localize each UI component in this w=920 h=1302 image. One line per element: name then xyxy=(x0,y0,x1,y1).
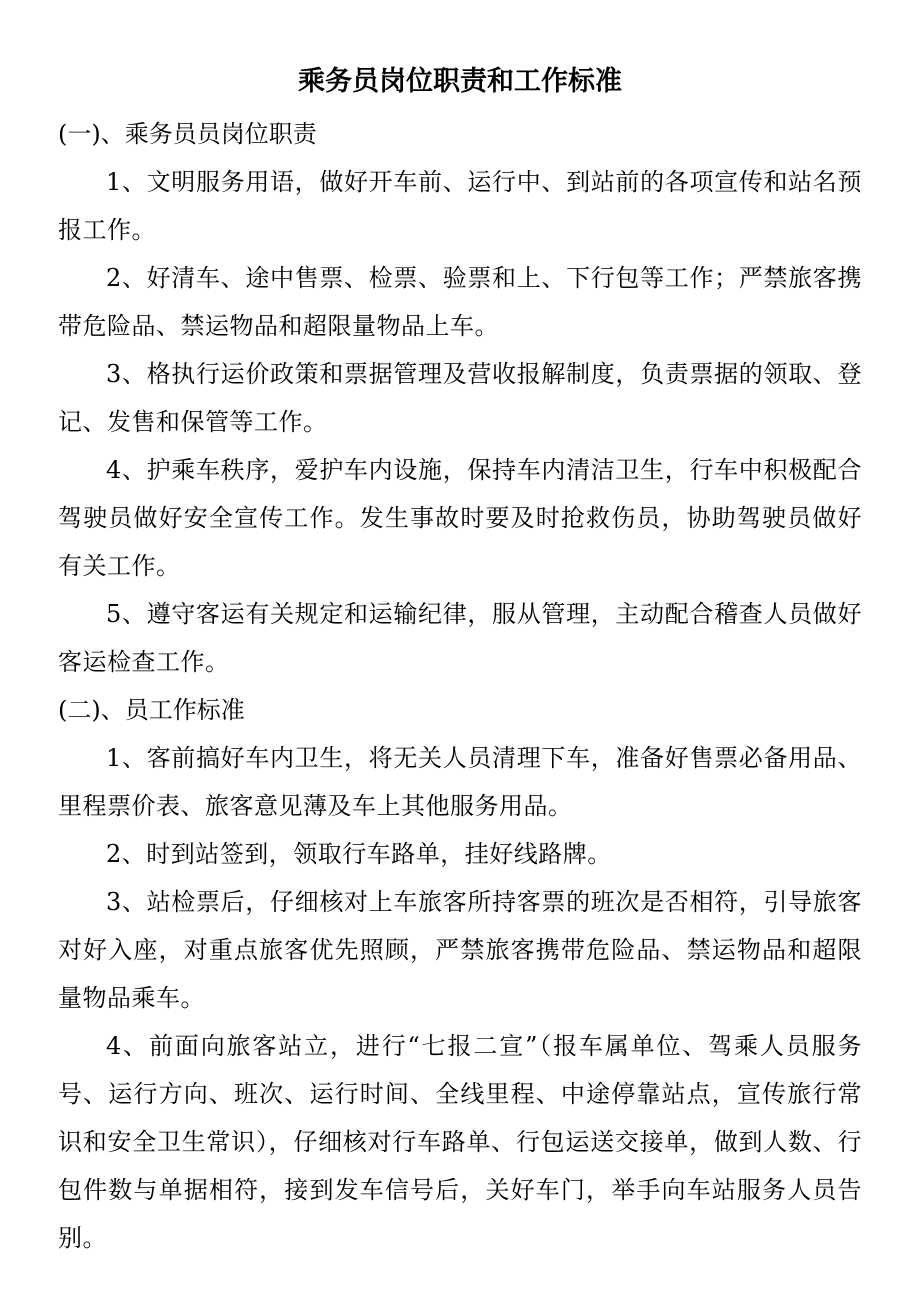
document-title: 乘务员岗位职责和工作标准 xyxy=(298,66,622,97)
duty-paragraph-2: 2、好清车、途中售票、检票、验票和上、下行包等工作；严禁旅客携带危险品、禁运物品和超限量物品上车。 xyxy=(58,264,862,340)
duty-paragraph-1: 1、文明服务用语，做好开车前、运行中、到站前的各项宣传和站名预报工作。 xyxy=(58,168,862,244)
duty-paragraph-5: 5、遵守客运有关规定和运输纪律，服从管理，主动配合稽查人员做好客运检查工作。 xyxy=(58,600,862,676)
standard-paragraph-4: 4、前面向旅客站立，进行“七报二宣”（报车属单位、驾乘人员服务号、运行方向、班次、运行时间、全线里程、中途停靠站点，宣传旅行常识和安全卫生常识），仔细核对行车路单、行包运送交接单，做到人数、行包件数与单据相符，接到发车信号后，关好车门，举手向车站服务人员告别。 xyxy=(58,1032,862,1252)
standard-paragraph-3: 3、站检票后，仔细核对上车旅客所持客票的班次是否相符，引导旅客对好入座，对重点旅客优先照顾，严禁旅客携带危险品、禁运物品和超限量物品乘车。 xyxy=(58,888,862,1012)
duty-paragraph-3: 3、格执行运价政策和票据管理及营收报解制度，负责票据的领取、登记、发售和保管等工作。 xyxy=(58,360,862,436)
duty-paragraph-4: 4、护乘车秩序，爱护车内设施，保持车内清洁卫生，行车中积极配合驾驶员做好安全宣传工作。发生事故时要及时抢救伤员，协助驾驶员做好有关工作。 xyxy=(58,456,862,580)
section-heading-duties: (一)、乘务员员岗位职责 xyxy=(58,120,317,148)
standard-paragraph-1: 1、客前搞好车内卫生，将无关人员清理下车，准备好售票必备用品、里程票价表、旅客意见薄及车上其他服务用品。 xyxy=(58,744,862,820)
standard-paragraph-2: 2、时到站签到，领取行车路单，挂好线路牌。 xyxy=(106,840,612,868)
section-heading-standards: (二)、员工作标准 xyxy=(58,696,245,724)
